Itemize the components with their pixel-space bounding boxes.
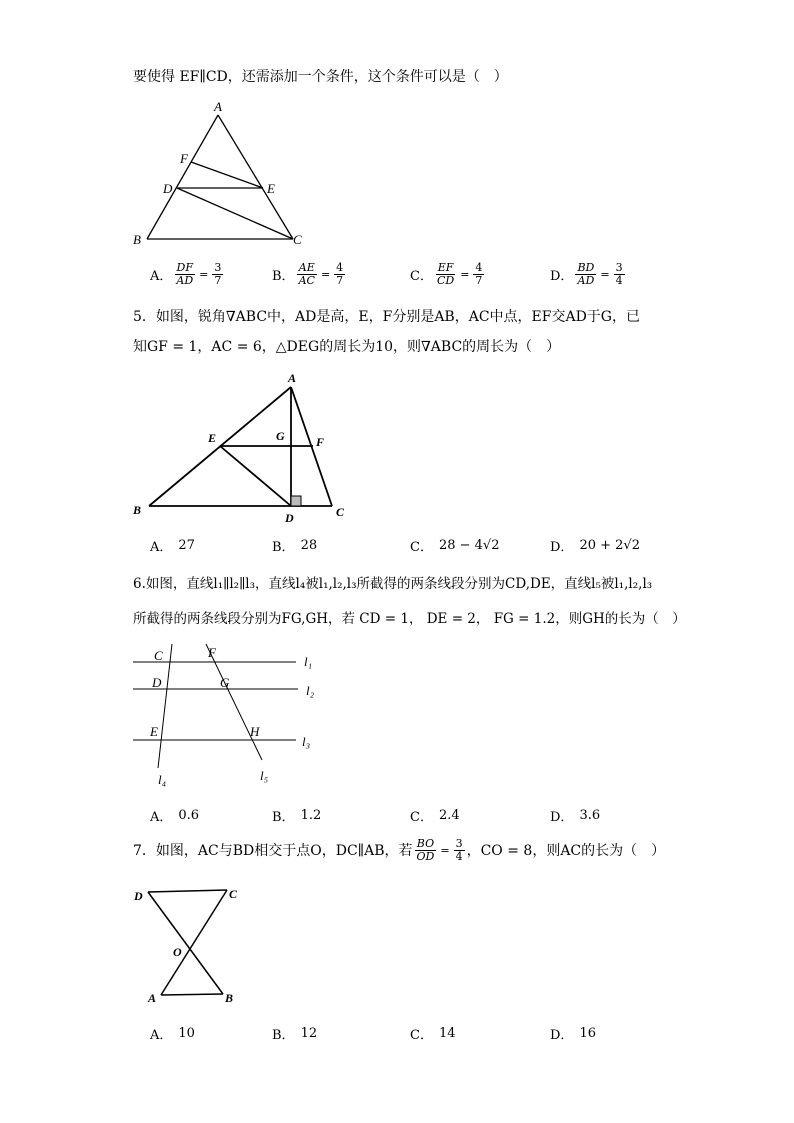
q6-label-l3: l₃ <box>302 734 311 749</box>
q5-figure <box>128 366 358 528</box>
q7-label-A: A <box>148 991 157 1005</box>
q5-stem-line1: 5．如图，锐角∇ABC中，AD是高，E，F分别是AB，AC中点，EF交AD于G，已 <box>133 309 640 325</box>
q4-label-D: D <box>163 181 173 196</box>
q6-label-l1: l₁ <box>304 654 313 669</box>
q4-option-a[interactable]: A． $\frac{DF}{AD}$ = $\frac{3}{7}$ <box>150 261 222 287</box>
q6-option-d[interactable]: D． 3.6 <box>550 808 601 825</box>
q7-option-d[interactable]: D． 16 <box>550 1026 596 1043</box>
q5-option-a[interactable]: A． 27 <box>150 538 195 555</box>
q6-label-F: F <box>208 645 216 660</box>
q6-option-b[interactable]: B． 1.2 <box>272 808 322 825</box>
q6-label-D: D <box>152 675 162 690</box>
q4-stem: 要使得 EF∥CD，还需添加一个条件，这个条件可以是（ ） <box>133 69 508 85</box>
q5-option-d[interactable]: D． 20 + 2√2 <box>550 538 640 555</box>
q6-label-E: E <box>150 724 158 739</box>
q7-label-B: B <box>225 991 234 1005</box>
q7-option-a[interactable]: A． 10 <box>150 1026 195 1043</box>
q7-stem: 7．如图，AC与BD相交于点O，DC∥AB，若 $\frac{BO}{OD}$ = $\frac{3}{4}$ ，CO = 8，则AC的长为（ ） <box>133 836 666 863</box>
q4-label-C: C <box>293 232 302 247</box>
q6-option-c[interactable]: C． 2.4 <box>410 808 460 825</box>
q7-option-b[interactable]: B． 12 <box>272 1026 318 1043</box>
q5-label-A: A <box>288 371 297 385</box>
q5-label-C: C <box>336 505 345 519</box>
q7-figure <box>128 878 248 1008</box>
q4-label-A: A <box>214 99 222 114</box>
q6-label-l4: l₄ <box>158 772 167 787</box>
q6-stem-line1: 6.如图，直线l₁∥l₂∥l₃，直线l₄被l₁,l₂,l₃所截得的两条线段分别为CD,DE，直线l₅被l₁,l₂,l₃ <box>133 576 653 592</box>
q4-figure <box>125 96 315 248</box>
q6-label-G: G <box>220 675 230 690</box>
q7-label-C: C <box>229 887 238 901</box>
q5-label-G: G <box>276 429 285 443</box>
q7-label-D: D <box>134 889 143 903</box>
q6-label-l2: l₂ <box>306 683 315 698</box>
q5-option-c[interactable]: C． 28 − 4√2 <box>410 538 500 555</box>
q5-stem-line2: 知GF = 1，AC = 6，△DEG的周长为10，则∇ABC的周长为（ ） <box>133 339 561 355</box>
q4-label-B: B <box>133 232 141 247</box>
q4-option-d[interactable]: D． $\frac{BD}{AD}$ = $\frac{3}{4}$ <box>550 261 623 287</box>
q5-label-E: E <box>208 431 217 445</box>
q6-label-l5: l₅ <box>260 768 269 783</box>
q6-figure <box>128 640 328 795</box>
q7-option-c[interactable]: C． 14 <box>410 1026 456 1043</box>
q7-label-O: O <box>173 945 182 959</box>
q5-label-F: F <box>316 435 325 449</box>
q6-label-C: C <box>154 648 163 663</box>
q6-stem-line2: 所截得的两条线段分别为FG,GH，若 CD = 1， DE = 2， FG = 1.2，则GH的长为（ ） <box>133 611 686 627</box>
q5-label-B: B <box>133 503 142 517</box>
q6-label-H: H <box>250 724 260 739</box>
q5-option-b[interactable]: B． 28 <box>272 538 318 555</box>
q4-label-F: F <box>180 151 188 166</box>
q4-label-E: E <box>267 181 275 196</box>
q4-option-c[interactable]: C． $\frac{EF}{CD}$ = $\frac{4}{7}$ <box>410 261 483 287</box>
q4-option-b[interactable]: B． $\frac{AE}{AC}$ = $\frac{4}{7}$ <box>272 261 344 287</box>
q5-label-D: D <box>285 511 294 525</box>
q6-option-a[interactable]: A． 0.6 <box>150 808 200 825</box>
